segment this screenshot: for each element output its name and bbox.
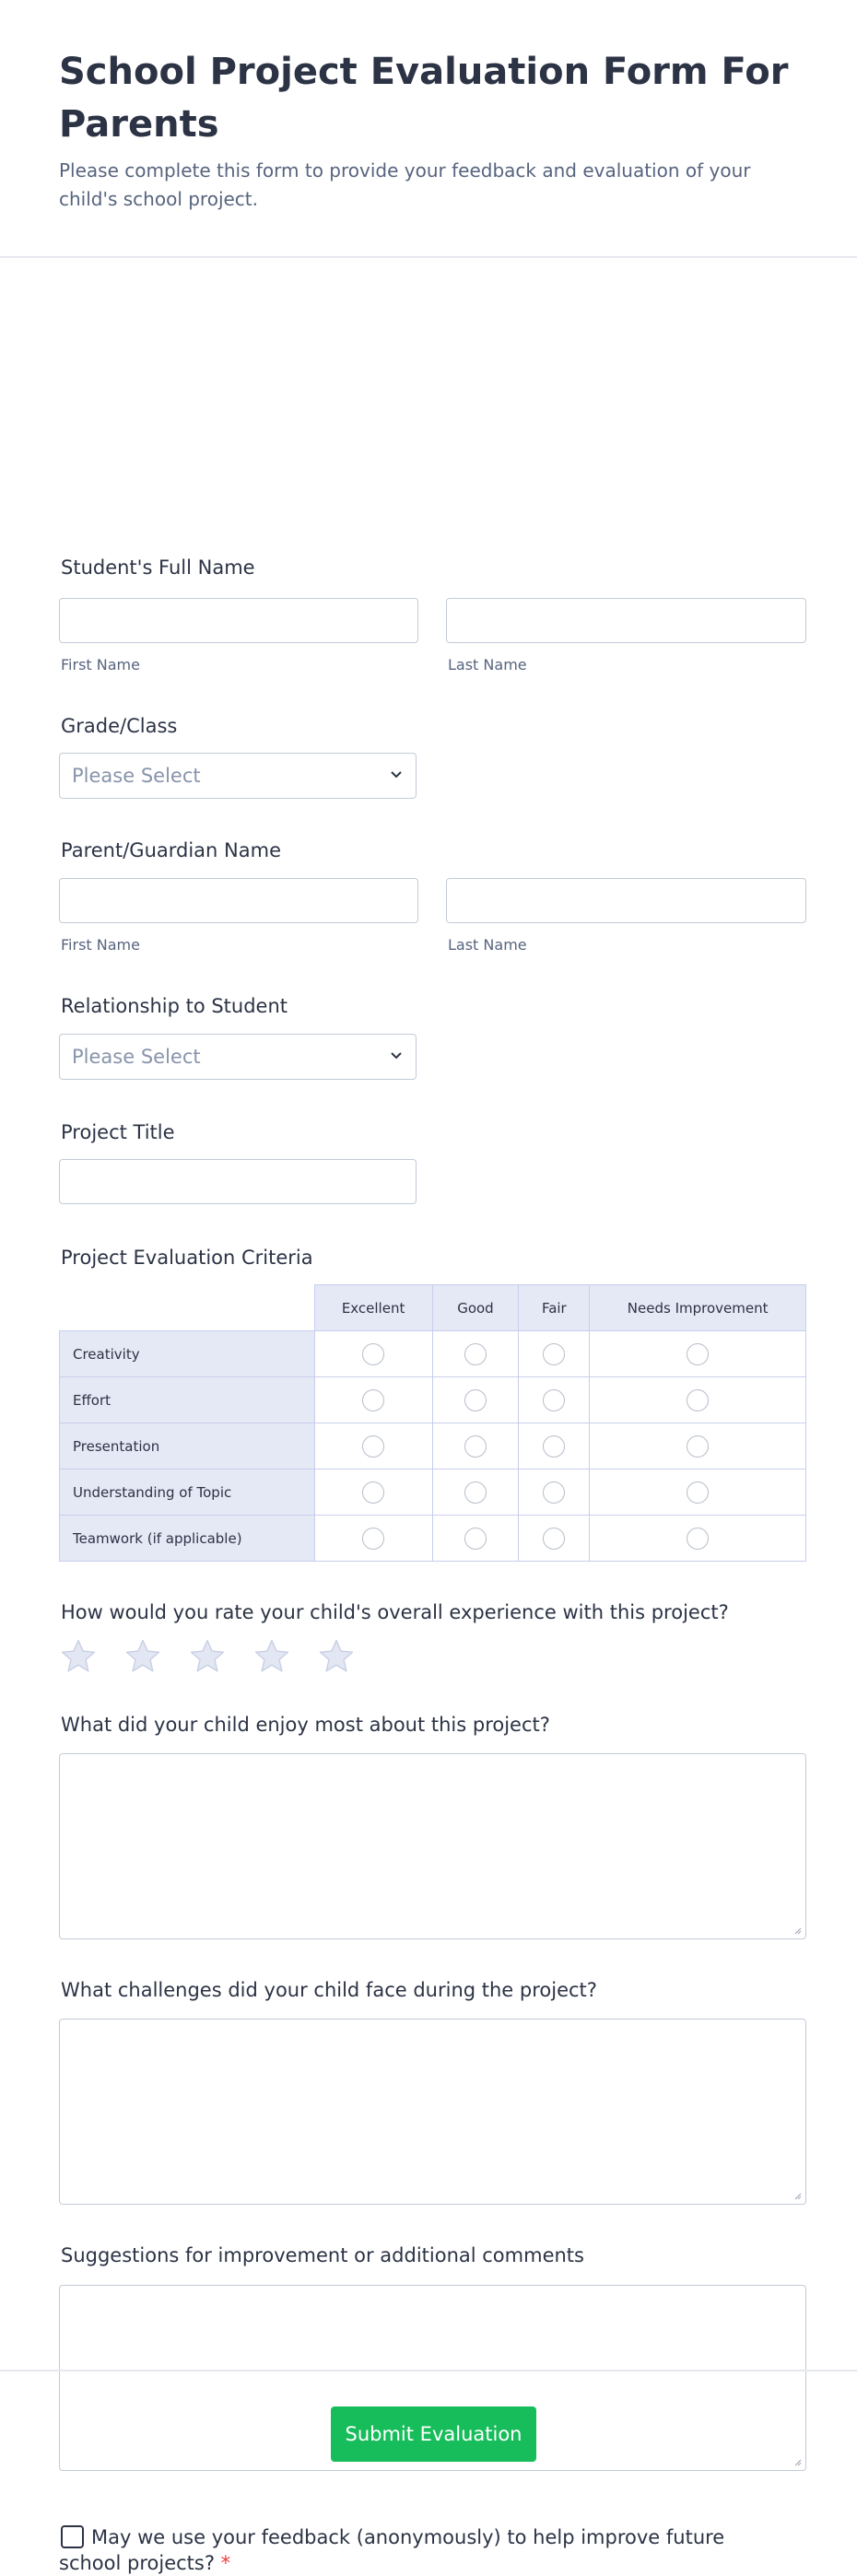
relationship-label: Relationship to Student <box>61 995 288 1017</box>
radio-button[interactable] <box>362 1481 384 1504</box>
matrix-row-label: Understanding of Topic <box>60 1469 315 1516</box>
evaluation-matrix <box>59 1284 806 1562</box>
grade-label: Grade/Class <box>61 715 178 737</box>
consent-field <box>59 2524 759 2576</box>
radio-button[interactable] <box>362 1528 384 1550</box>
student-last-name-input[interactable] <box>446 598 806 643</box>
star-icon[interactable] <box>188 1637 227 1676</box>
grade-select-placeholder: Please Select <box>72 765 201 787</box>
submit-button[interactable]: Submit Evaluation <box>331 2406 536 2462</box>
radio-button[interactable] <box>362 1435 384 1458</box>
student-last-name-sublabel: Last Name <box>448 656 527 673</box>
star-rating <box>59 1637 356 1676</box>
form-header <box>0 0 857 258</box>
matrix-col-needs-improvement: Needs Improvement <box>590 1285 806 1331</box>
matrix-corner <box>60 1285 315 1331</box>
radio-button[interactable] <box>687 1435 709 1458</box>
radio-button[interactable] <box>543 1435 565 1458</box>
radio-button[interactable] <box>687 1343 709 1365</box>
radio-button[interactable] <box>464 1343 487 1365</box>
parent-name-label: Parent/Guardian Name <box>61 839 281 861</box>
radio-button[interactable] <box>362 1389 384 1411</box>
challenges-label: What challenges did your child face during the project? <box>61 1979 597 2001</box>
chevron-down-icon <box>388 1048 405 1064</box>
radio-button[interactable] <box>687 1481 709 1504</box>
matrix-header-row <box>60 1285 806 1331</box>
table-row <box>60 1377 806 1423</box>
table-row <box>60 1423 806 1469</box>
project-title-input[interactable] <box>59 1159 417 1204</box>
star-icon[interactable] <box>252 1637 291 1676</box>
student-name-label: Student's Full Name <box>61 556 255 579</box>
matrix-col-excellent: Excellent <box>314 1285 432 1331</box>
radio-button[interactable] <box>464 1528 487 1550</box>
radio-button[interactable] <box>543 1343 565 1365</box>
rating-label: How would you rate your child's overall experience with this project? <box>61 1601 729 1623</box>
radio-button[interactable] <box>687 1389 709 1411</box>
parent-last-name-sublabel: Last Name <box>448 936 527 954</box>
matrix-row-label: Effort <box>60 1377 315 1423</box>
parent-last-name-input[interactable] <box>446 878 806 923</box>
radio-button[interactable] <box>687 1528 709 1550</box>
page-title: School Project Evaluation Form For Parents <box>59 51 789 146</box>
matrix-row-label: Teamwork (if applicable) <box>60 1516 315 1562</box>
form-footer <box>0 2370 857 2506</box>
form-description: Please complete this form to provide your feedback and evaluation of your child's school project. <box>59 159 751 210</box>
matrix-row-label: Presentation <box>60 1423 315 1469</box>
radio-button[interactable] <box>464 1481 487 1504</box>
relationship-select[interactable] <box>59 1034 417 1080</box>
consent-checkbox[interactable] <box>61 2525 84 2548</box>
relationship-select-placeholder: Please Select <box>72 1046 201 1068</box>
challenges-textarea[interactable] <box>59 2019 806 2205</box>
radio-button[interactable] <box>543 1481 565 1504</box>
parent-first-name-input[interactable] <box>59 878 418 923</box>
parent-first-name-sublabel: First Name <box>61 936 140 954</box>
radio-button[interactable] <box>464 1435 487 1458</box>
enjoyed-textarea[interactable] <box>59 1753 806 1939</box>
matrix-col-good: Good <box>432 1285 519 1331</box>
chevron-down-icon <box>388 767 405 783</box>
student-first-name-input[interactable] <box>59 598 418 643</box>
suggestions-label: Suggestions for improvement or additional comments <box>61 2244 584 2266</box>
student-first-name-sublabel: First Name <box>61 656 140 673</box>
star-icon[interactable] <box>317 1637 356 1676</box>
grade-select[interactable] <box>59 753 417 799</box>
star-icon[interactable] <box>59 1637 98 1676</box>
criteria-label: Project Evaluation Criteria <box>61 1247 313 1269</box>
radio-button[interactable] <box>362 1343 384 1365</box>
resize-handle-icon[interactable] <box>792 1926 802 1935</box>
table-row <box>60 1516 806 1562</box>
radio-button[interactable] <box>464 1389 487 1411</box>
table-row <box>60 1331 806 1377</box>
radio-button[interactable] <box>543 1528 565 1550</box>
radio-button[interactable] <box>543 1389 565 1411</box>
project-title-label: Project Title <box>61 1121 175 1143</box>
enjoyed-label: What did your child enjoy most about this project? <box>61 1714 550 1736</box>
required-marker: * <box>220 2552 231 2574</box>
resize-handle-icon[interactable] <box>792 2191 802 2200</box>
table-row <box>60 1469 806 1516</box>
matrix-col-fair: Fair <box>519 1285 590 1331</box>
consent-label: May we use your feedback (anonymously) to help improve future school projects? <box>59 2526 725 2574</box>
matrix-row-label: Creativity <box>60 1331 315 1377</box>
star-icon[interactable] <box>123 1637 162 1676</box>
